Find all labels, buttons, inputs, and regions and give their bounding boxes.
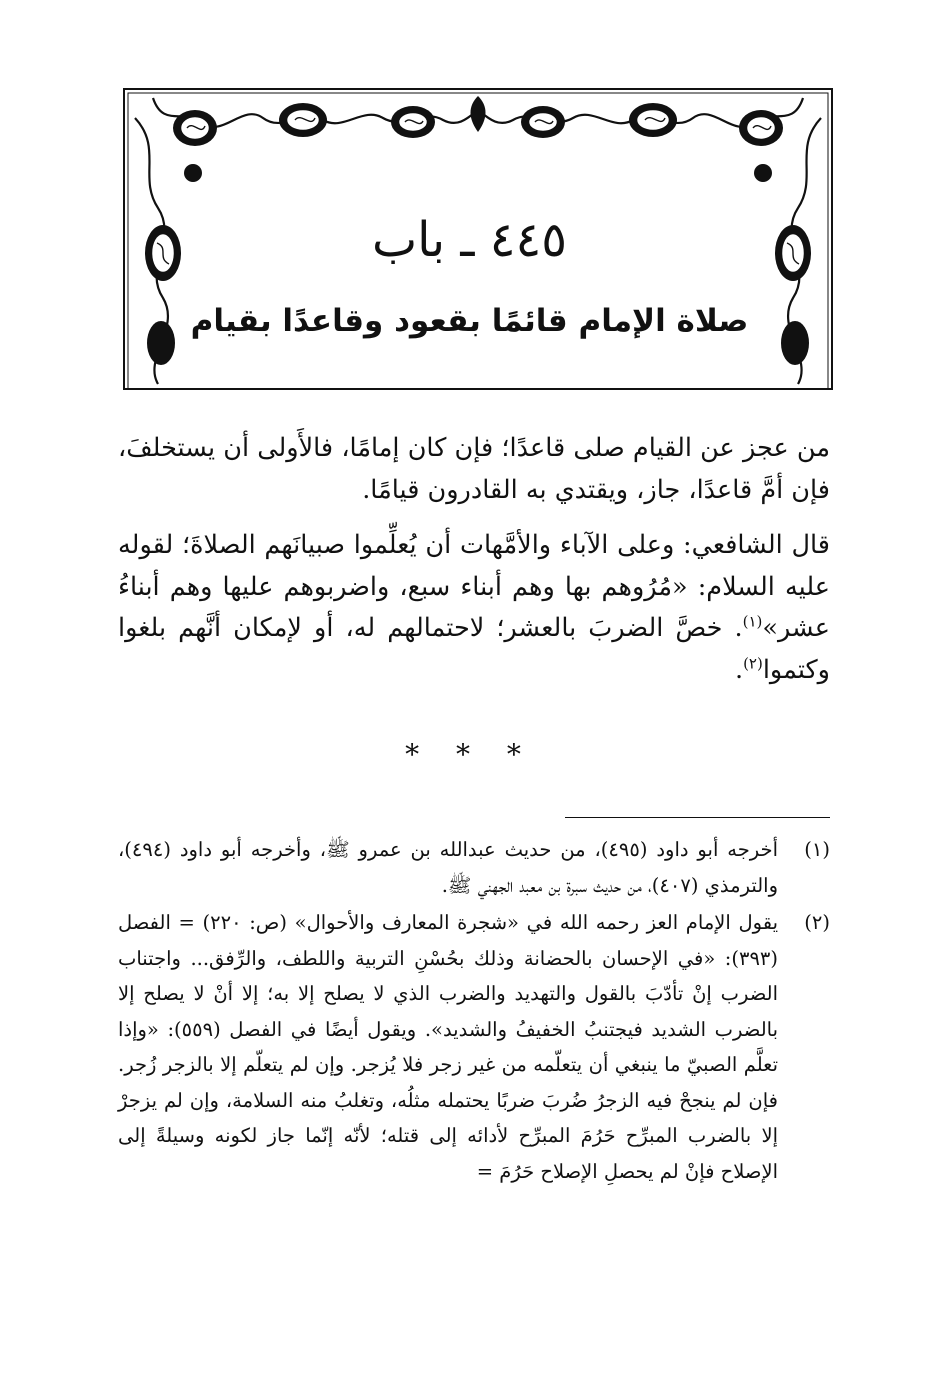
chapter-heading: ٤٤٥ ـ باب (371, 212, 568, 268)
paragraph-2-part-b: . خصَّ الضربَ بالعشر؛ لاحتمالهم له، أو لإمكان أنَّهم بلغوا وكتموا (118, 613, 830, 685)
footnote-ref-2[interactable]: (٢) (743, 654, 763, 672)
footnote-text: أخرجه أبو داود (٤٩٥)، من حديث عبدالله بن عمرو ﷺ، وأخرجه أبو داود (٤٩٤)، والترمذي (٤٠٧)، من حديث سبرة بن معبد الجهني ﷺ. (118, 838, 778, 897)
paragraph-2-part-c: . (734, 654, 744, 685)
paragraph-2-part-a: قال الشافعي: وعلى الآباء والأمَّهات أن يُعلِّموا صبيانَهم الصلاةَ؛ لقوله عليه السلام: «مُرُوهم بها وهم أبناء سبع، واضربوهم عليها وهم أبناءُ عشر» (118, 530, 830, 643)
chapter-title: صلاة الإمام قائمًا بقعود وقاعدًا بقيام (190, 303, 749, 339)
section-separator: * * * (405, 738, 535, 771)
footnote-text: يقول الإمام العز رحمه الله في «شجرة المعارف والأحوال» (ص: ٢٢٠) = الفصل (٣٩٣): «في الإحسان بالحضانة وذلك بحُسْنِ التربية واللطف، والرِّفق... واجتناب الضرب إنْ تأدّبَ بالقول والتهديد والضرب الذي لا يصلح إلا به؛ إلا أنْ لا يصلح إلا بالضرب الشديد فيجتنبُ الخفيفُ والشديد». ويقول أيضًا في الفصل (٥٥٩): «وإذا تعلَّم الصبيّ ما ينبغي أن يتعلّمه من غير زجر فلا يُزجر. وإن لم يتعلّم إلا بالزجر زُجر. فإن لم ينجحْ فيه الزجرُ ضُربَ ضربًا يحتمله مثلُه، وتغلبُ منه السلامة، وإن لم يزجرْ إلا بالضرب المبرِّح حَرُمَ المبرِّح لأدائه إلى قتله؛ لأنّه إنّما جاز لكونه وسيلةً إلى الإصلاح فإنْ لم يحصلِ الإصلاح حَرُمَ = (118, 911, 779, 1183)
paragraph-1: من عجز عن القيام صلى قاعدًا؛ فإن كان إمامًا، فالأَولى أن يستخلفَ، فإن أمَّ قاعدًا، جاز، ويقتدي به القادرون قيامًا. (118, 433, 830, 505)
footnote-1 (118, 832, 830, 903)
footnote-number: (٢) (804, 911, 830, 934)
main-text (118, 428, 830, 691)
footnotes (118, 832, 830, 1191)
footnote-number: (١) (804, 838, 830, 861)
footnote-ref-1[interactable]: (١) (742, 612, 763, 631)
footnote-rule (565, 817, 830, 818)
footnote-2 (118, 905, 830, 1189)
paragraph-2 (118, 525, 830, 691)
